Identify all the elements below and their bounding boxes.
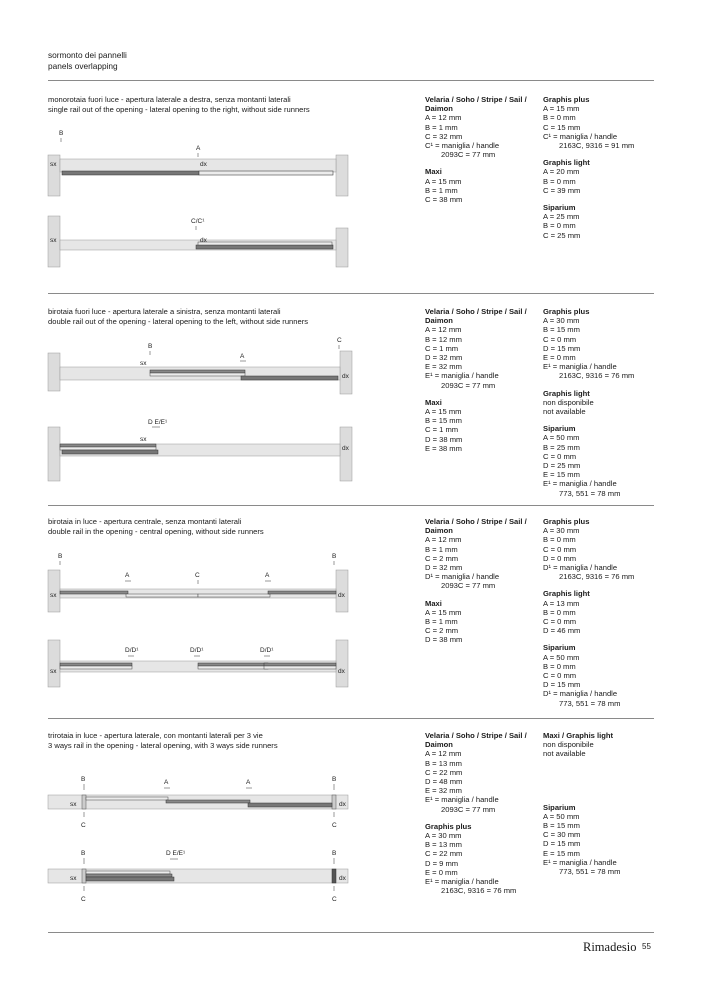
label-D-E-E1: D E/E¹ [148,419,168,426]
specs-column-1: Velaria / Soho / Stripe / Sail / Daimon A = 12 mm B = 1 mm C = 2 mm D = 32 mm D¹ = maniglia / handle 2093C = 77 mm Maxi A = 15 mm B = 1 mm C = 2 mm D = 38 mm [425,517,535,653]
label-A: A [240,353,245,360]
label-B: B [148,343,153,350]
label-dx: dx [339,875,346,882]
spec-title: Graphis plus [543,517,590,526]
divider [48,718,654,719]
label-sx: sx [140,360,147,367]
brand-logo: Rimadesio [583,940,637,954]
label-sx: sx [50,161,57,168]
section-title: monorotaia fuori luce - apertura laterale a destra, senza montanti laterali single rail out of the opening - lateral opening to the right, without side runners [48,95,310,114]
label-sx: sx [70,801,77,808]
label-C-C1: C/C¹ [191,218,205,225]
divider [48,505,654,506]
label-D-D1: D/D¹ [190,647,204,654]
section-birotaia-fuori [48,307,654,507]
label-C: C [332,896,337,903]
label-B: B [332,776,337,783]
spec-title: Graphis light [543,589,590,599]
label-dx: dx [200,161,207,168]
label-A: A [196,145,201,152]
specs-column-2: Graphis plus A = 30 mm B = 0 mm C = 0 mm D = 0 mm D¹ = maniglia / handle 2163C, 9316 = 76 mm Graphis light A = 13 mm B = 0 mm C = 0 mm D = 46 mm Siparium A = 50 mm B = 0 mm C = 0 mm D = 15 mm D¹ = maniglia / handle 773, 551 = 78 mm [543,517,654,716]
label-dx: dx [338,668,345,675]
spec-title: Velaria / Soho / Stripe / Sail / Daimon [425,95,527,114]
label-C: C [195,572,200,579]
label-dx: dx [339,801,346,808]
label-B: B [81,776,86,783]
divider [48,80,654,81]
spec-title: Graphis light [543,388,590,398]
section-birotaia-in-luce [48,517,654,712]
label-B: B [332,850,337,857]
diagram-monorotaia [48,95,358,275]
page-header [48,50,127,72]
label-C: C [81,896,86,903]
spec-title: Graphis plus [425,821,472,831]
spec-title: Velaria / Soho / Stripe / Sail / Daimon [425,517,527,536]
label-D-D1: D/D¹ [260,647,274,654]
label-dx: dx [200,237,207,244]
spec-title: Siparium [543,643,576,653]
spec-title: Graphis light [543,158,590,168]
section-title: trirotaia in luce - apertura laterale, con montanti laterali per 3 vie 3 ways rail in the opening - lateral opening, with 3 ways side runners [48,731,278,750]
spec-title: Siparium [543,203,576,213]
label-A: A [246,779,251,786]
spec-title: Velaria / Soho / Stripe / Sail / Daimon [425,731,527,750]
spec-title: Maxi [425,598,442,608]
diagram-birotaia-in-luce [48,517,358,697]
spec-title: Maxi / Graphis light [543,731,614,740]
label-B: B [81,850,86,857]
divider [48,932,654,933]
spec-title: Siparium [543,424,576,434]
label-dx: dx [338,592,345,599]
specs-column-2: Graphis plus A = 15 mm B = 0 mm C = 15 mm C¹ = maniglia / handle 2163C, 9316 = 91 mm Graphis light A = 20 mm B = 0 mm C = 39 mm Siparium A = 25 mm B = 0 mm C = 25 mm [543,95,654,248]
label-C: C [332,822,337,829]
specs-column-1: Velaria / Soho / Stripe / Sail / Daimon A = 12 mm B = 13 mm C = 22 mm D = 48 mm E = 32 mm E¹ = maniglia / handle 2093C = 77 mm Graphis plus A = 30 mm B = 13 mm C = 22 mm D = 9 mm E = 0 mm E¹ = maniglia / handle 2163C, 9316 = 76 mm [425,731,535,903]
section-title: birotaia in luce - apertura centrale, senza montanti laterali double rail in the opening - central opening, without side runners [48,517,264,536]
divider [48,293,654,294]
label-A: A [265,572,270,579]
header-line-it: sormonto dei pannelli [48,50,127,60]
label-D-D1: D/D¹ [125,647,139,654]
spec-title: Graphis plus [543,307,590,316]
specs-column-2: Graphis plus A = 30 mm B = 15 mm C = 0 mm D = 15 mm E = 0 mm E¹ = maniglia / handle 2163C, 9316 = 76 mm Graphis light non disponibile not available Siparium A = 50 mm B = 25 mm C = 0 mm D = 25 mm E = 15 mm E¹ = maniglia / handle 773, 551 = 78 mm [543,307,654,506]
label-sx: sx [50,237,57,244]
specs-column-2: Maxi / Graphis light non disponibile not available Siparium A = 50 mm B = 15 mm C = 30 mm D = 15 mm E = 15 mm E¹ = maniglia / handle 773, 551 = 78 mm [543,731,654,884]
section-trirotaia [48,731,654,931]
label-C: C [81,822,86,829]
label-B: B [58,553,63,560]
diagram-birotaia-fuori [48,307,358,492]
label-dx: dx [342,445,349,452]
label-A: A [125,572,130,579]
spec-title: Siparium [543,802,576,812]
label-sx: sx [50,668,57,675]
section-title: birotaia fuori luce - apertura laterale a sinistra, senza montanti laterali double rail out of the opening - lateral opening to the left, without side runners [48,307,309,326]
spec-title: Maxi [425,167,442,177]
diagram-trirotaia [48,731,358,921]
header-line-en: panels overlapping [48,61,118,71]
label-B: B [332,553,337,560]
specs-column-1: Velaria / Soho / Stripe / Sail / Daimon A = 12 mm B = 12 mm C = 1 mm D = 32 mm E = 32 mm E¹ = maniglia / handle 2093C = 77 mm Maxi A = 15 mm B = 15 mm C = 1 mm D = 38 mm E = 38 mm [425,307,535,461]
spec-title: Graphis plus [543,95,590,104]
label-sx: sx [50,592,57,599]
label-A: A [164,779,169,786]
page-number: 55 [642,942,651,951]
label-C: C [337,337,342,344]
section-monorotaia [48,95,654,285]
specs-column-1: Velaria / Soho / Stripe / Sail / Daimon A = 12 mm B = 1 mm C = 32 mm C¹ = maniglia / handle 2093C = 77 mm Maxi A = 15 mm B = 1 mm C = 38 mm [425,95,535,212]
spec-title: Maxi [425,397,442,407]
label-B: B [59,130,64,137]
label-dx: dx [342,373,349,380]
label-sx: sx [140,436,147,443]
label-sx: sx [70,875,77,882]
label-D-E-E1: D E/E¹ [166,850,186,857]
spec-title: Velaria / Soho / Stripe / Sail / Daimon [425,307,527,326]
